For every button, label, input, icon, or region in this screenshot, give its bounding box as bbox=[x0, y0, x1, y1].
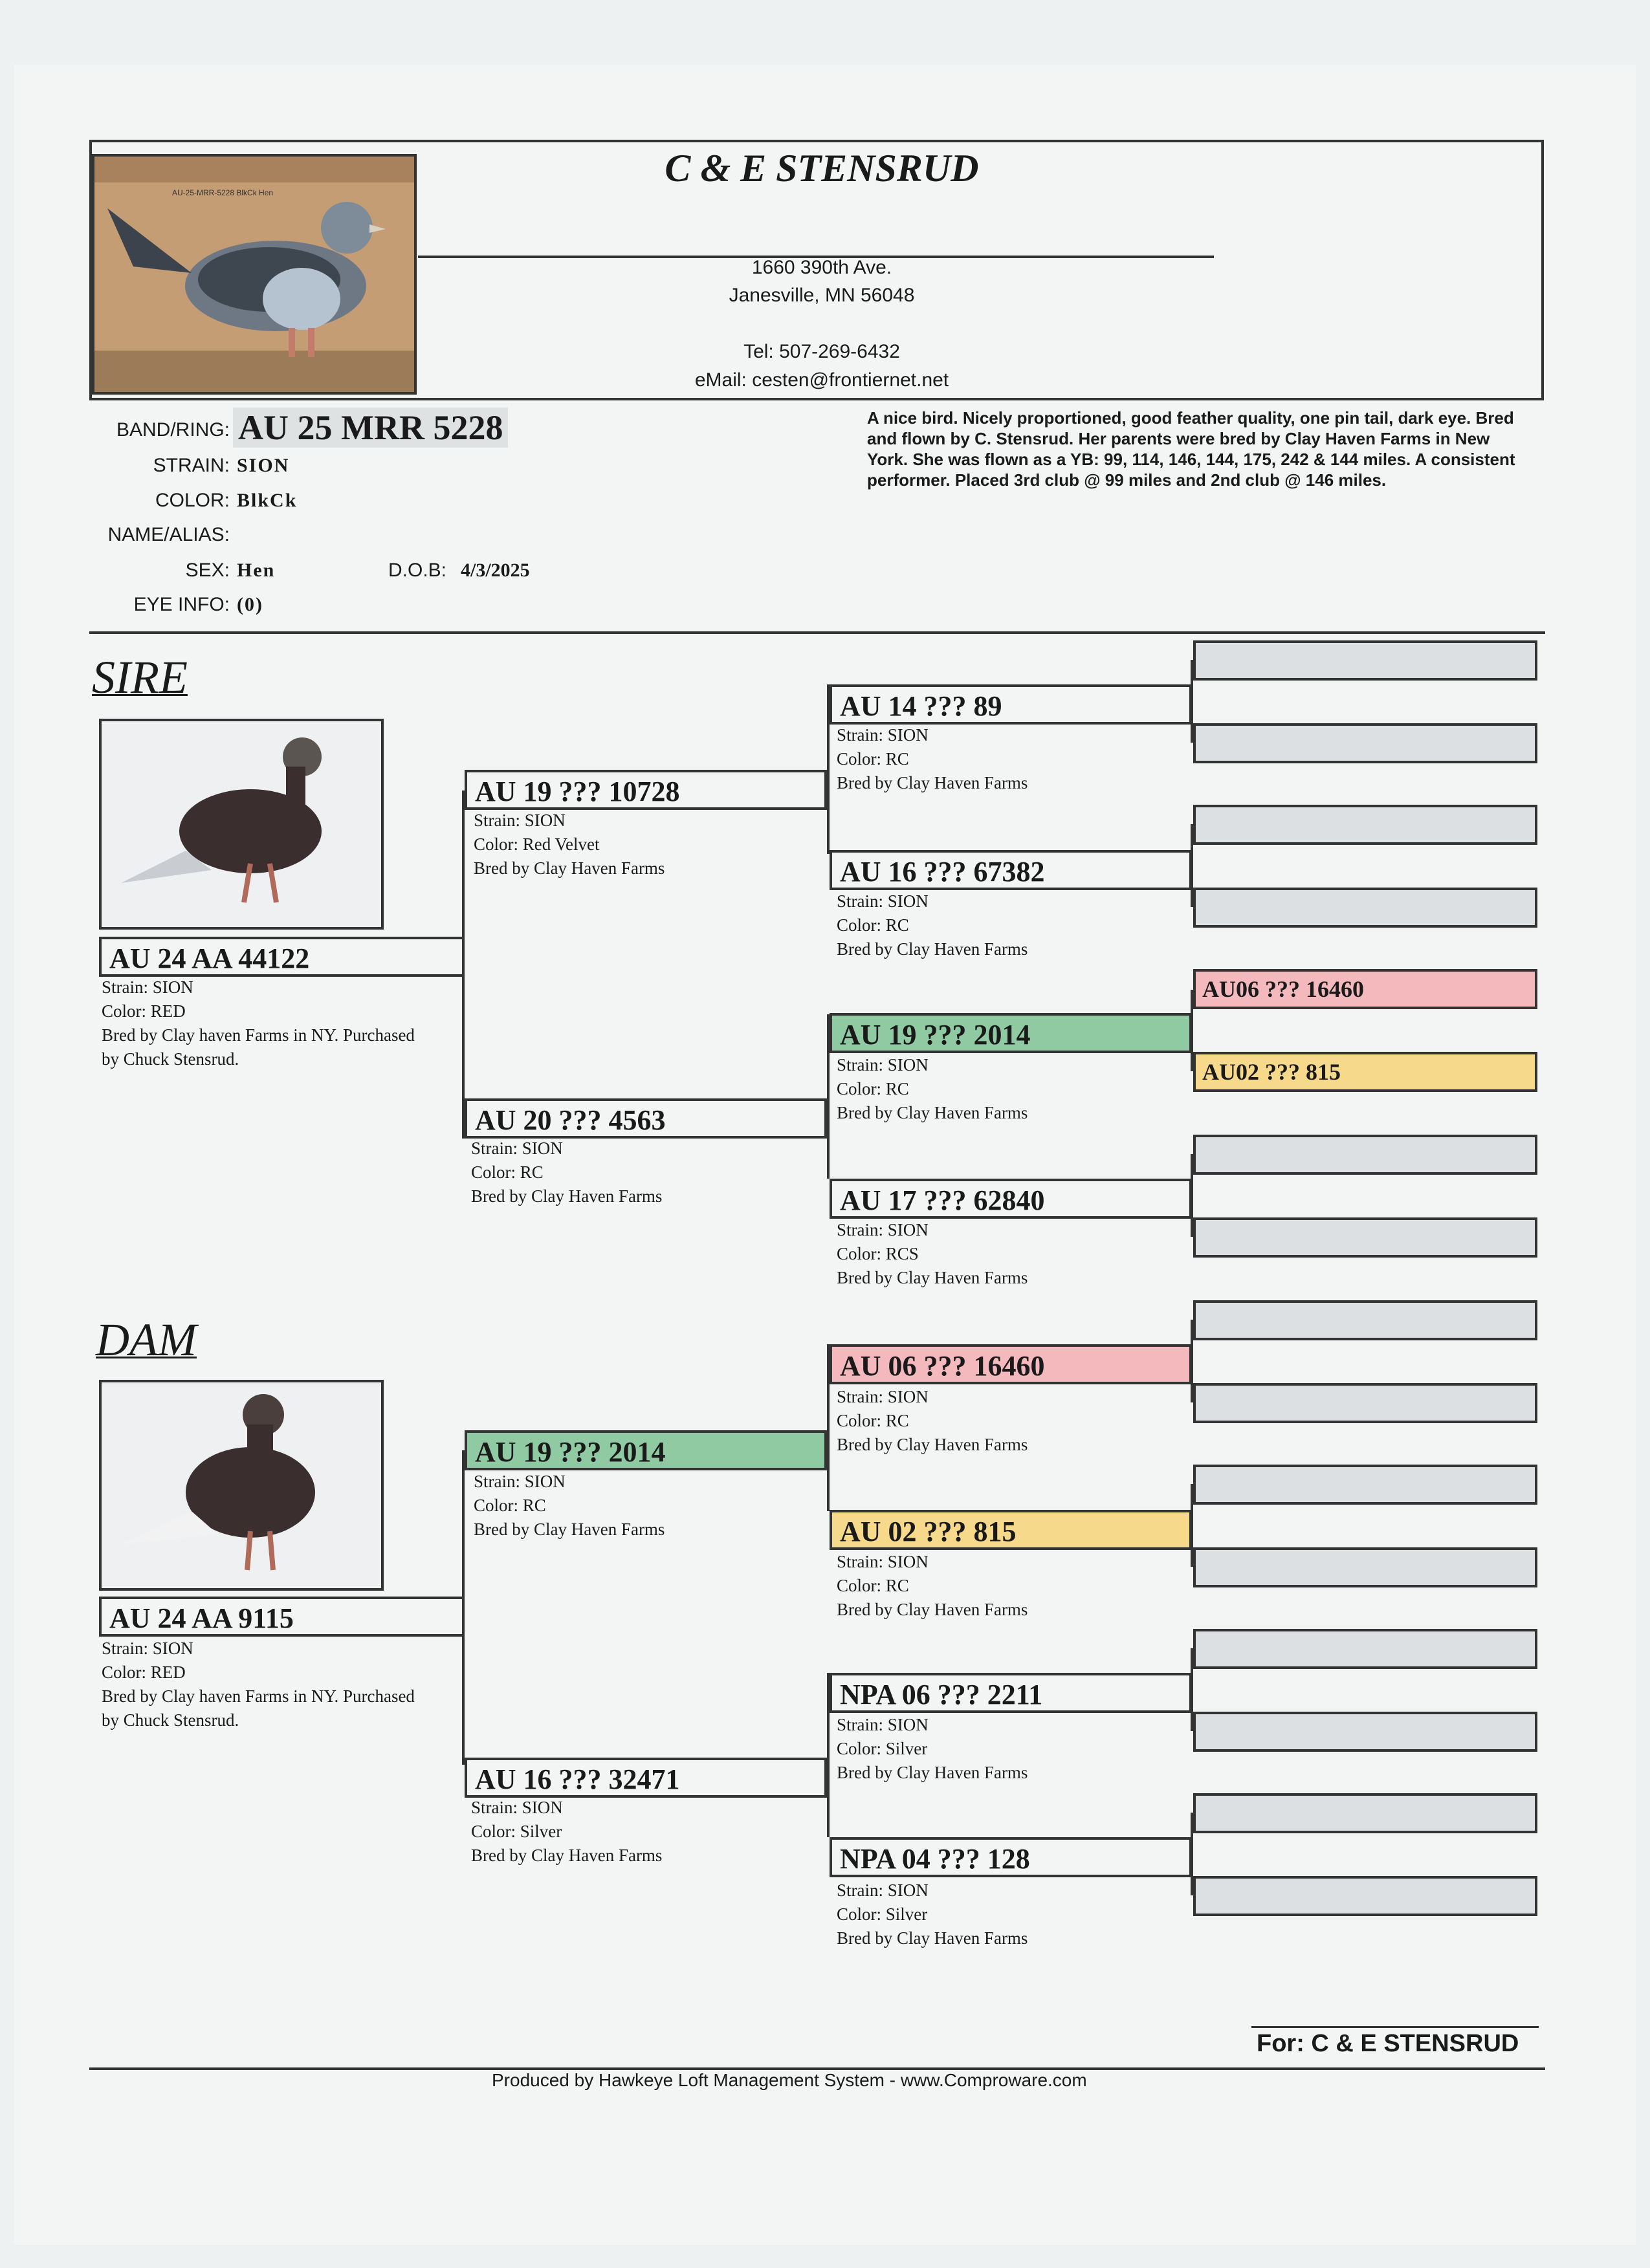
address-line2: Janesville, MN 56048 bbox=[729, 285, 915, 306]
band-value: AU 25 MRR 5228 bbox=[233, 408, 508, 448]
footer-produced: Produced by Hawkeye Loft Management System - www.Comproware.com bbox=[492, 2070, 1087, 2090]
gen4-empty-12 bbox=[1193, 1712, 1537, 1752]
footer-for-line bbox=[1251, 2026, 1539, 2028]
gen2-strain-2: Strain: SION bbox=[471, 1139, 563, 1158]
gen4-empty-11 bbox=[1193, 1629, 1537, 1669]
gen3-strain-3: Strain: SION bbox=[837, 1055, 929, 1074]
gen3-details-3 bbox=[837, 1053, 1028, 1125]
gen3-details-8 bbox=[837, 1879, 1028, 1950]
gen3-color-5: Color: RC bbox=[837, 1411, 909, 1430]
gen3-bred-6: Bred by Clay Haven Farms bbox=[837, 1600, 1028, 1619]
section-divider bbox=[89, 631, 1545, 634]
gen4-ring-2: AU02 ??? 815 bbox=[1193, 1052, 1537, 1092]
gen3-strain-1: Strain: SION bbox=[837, 725, 929, 745]
gen2-bred-3: Bred by Clay Haven Farms bbox=[474, 1520, 665, 1539]
gen3-color-6: Color: RC bbox=[837, 1576, 909, 1595]
gen4-empty-8 bbox=[1193, 1383, 1537, 1423]
gen2-strain-4: Strain: SION bbox=[471, 1798, 563, 1817]
gen3-box-2 bbox=[830, 850, 1192, 890]
gen4-empty-10 bbox=[1193, 1547, 1537, 1587]
sire-ring-box bbox=[99, 937, 465, 977]
gen2-details-4 bbox=[471, 1796, 662, 1868]
gen2-bred-1: Bred by Clay Haven Farms bbox=[474, 858, 665, 878]
gen4-empty-3 bbox=[1193, 805, 1537, 845]
connector bbox=[462, 1450, 465, 1765]
gen3-color-7: Color: Silver bbox=[837, 1739, 928, 1758]
sire-color: Color: RED bbox=[102, 1001, 186, 1021]
sire-note1: Bred by Clay haven Farms in NY. Purchased bbox=[102, 1025, 415, 1045]
pigeon-photo-icon bbox=[94, 157, 414, 392]
telephone: Tel: 507-269-6432 bbox=[743, 341, 900, 362]
gen3-strain-4: Strain: SION bbox=[837, 1220, 929, 1239]
eye-value: (0) bbox=[237, 594, 263, 615]
gen3-bred-1: Bred by Clay Haven Farms bbox=[837, 773, 1028, 792]
gen3-ring-4: AU 17 ??? 62840 bbox=[840, 1184, 1045, 1216]
dam-details bbox=[102, 1637, 415, 1732]
sire-details bbox=[102, 976, 415, 1071]
gen3-box-4 bbox=[830, 1179, 1192, 1219]
gen4-empty-6 bbox=[1193, 1217, 1537, 1258]
gen3-strain-8: Strain: SION bbox=[837, 1881, 929, 1900]
gen2-color-1: Color: Red Velvet bbox=[474, 834, 600, 854]
gen3-details-7 bbox=[837, 1713, 1028, 1785]
dam-note1: Bred by Clay haven Farms in NY. Purchased bbox=[102, 1686, 415, 1706]
gen3-bred-4: Bred by Clay Haven Farms bbox=[837, 1268, 1028, 1287]
dam-photo bbox=[99, 1380, 384, 1591]
gen3-ring-7: NPA 06 ??? 2211 bbox=[840, 1679, 1043, 1710]
gen3-details-5 bbox=[837, 1385, 1028, 1457]
sire-photo bbox=[99, 719, 384, 930]
gen3-bred-7: Bred by Clay Haven Farms bbox=[837, 1763, 1028, 1782]
footer-for: For: C & E STENSRUD bbox=[1257, 2030, 1519, 2057]
gen4-empty-2 bbox=[1193, 723, 1537, 763]
dam-label: DAM bbox=[96, 1314, 197, 1366]
dob-value: 4/3/2025 bbox=[461, 560, 530, 581]
gen2-details-3 bbox=[474, 1470, 665, 1542]
gen4-empty-5 bbox=[1193, 1135, 1537, 1175]
gen2-ring-4: AU 16 ??? 32471 bbox=[475, 1763, 680, 1795]
eye-label: EYE INFO: bbox=[133, 594, 230, 615]
name-label: NAME/ALIAS: bbox=[107, 524, 230, 545]
gen2-color-4: Color: Silver bbox=[471, 1822, 562, 1841]
bird-description: A nice bird. Nicely proportioned, good feather quality, one pin tail, dark eye. Bred and flown by C. Stensrud. Her parents were bred by Clay Haven Farms in New York. She was flown as a YB: 99, 114, 146, 144, 175, 242 & 144 miles. A consistent performer. Placed 3rd club @ 99 miles and 2nd club @ 146 miles. bbox=[867, 408, 1515, 490]
gen4-empty-14 bbox=[1193, 1876, 1537, 1916]
gen3-strain-7: Strain: SION bbox=[837, 1715, 929, 1734]
gen3-details-2 bbox=[837, 889, 1028, 961]
gen2-box-3 bbox=[465, 1430, 827, 1470]
gen3-bred-2: Bred by Clay Haven Farms bbox=[837, 939, 1028, 959]
gen4-empty-7 bbox=[1193, 1300, 1537, 1340]
gen3-strain-2: Strain: SION bbox=[837, 891, 929, 911]
address-line1: 1660 390th Ave. bbox=[751, 257, 892, 278]
gen2-box-2 bbox=[465, 1098, 827, 1139]
gen3-color-4: Color: RCS bbox=[837, 1244, 919, 1263]
color-label: COLOR: bbox=[155, 490, 230, 511]
gen2-box-4 bbox=[465, 1758, 827, 1798]
gen3-details-6 bbox=[837, 1550, 1028, 1622]
dam-strain: Strain: SION bbox=[102, 1639, 193, 1658]
gen3-color-8: Color: Silver bbox=[837, 1904, 928, 1924]
sire-label: SIRE bbox=[92, 651, 188, 703]
gen2-ring-3: AU 19 ??? 2014 bbox=[475, 1436, 666, 1468]
sire-note2: by Chuck Stensrud. bbox=[102, 1049, 239, 1069]
svg-text:AU-25-MRR-5228 BlkCk Hen: AU-25-MRR-5228 BlkCk Hen bbox=[172, 188, 274, 197]
gen2-ring-2: AU 20 ??? 4563 bbox=[475, 1104, 666, 1136]
gen4-empty-9 bbox=[1193, 1465, 1537, 1505]
gen3-strain-6: Strain: SION bbox=[837, 1552, 929, 1571]
gen3-ring-5: AU 06 ??? 16460 bbox=[840, 1350, 1045, 1382]
gen3-color-1: Color: RC bbox=[837, 749, 909, 769]
gen3-color-2: Color: RC bbox=[837, 915, 909, 935]
connector bbox=[462, 791, 465, 1139]
gen3-box-7 bbox=[830, 1673, 1192, 1713]
sire-strain: Strain: SION bbox=[102, 977, 193, 997]
sire-ring: AU 24 AA 44122 bbox=[109, 943, 310, 974]
dam-ring: AU 24 AA 9115 bbox=[109, 1602, 294, 1634]
gen2-details-2 bbox=[471, 1137, 662, 1208]
gen2-box-1 bbox=[465, 770, 827, 810]
gen2-bred-2: Bred by Clay Haven Farms bbox=[471, 1186, 663, 1206]
dam-note2: by Chuck Stensrud. bbox=[102, 1710, 239, 1730]
dam-ring-box bbox=[99, 1597, 465, 1637]
sex-value: Hen bbox=[237, 560, 276, 581]
gen3-strain-5: Strain: SION bbox=[837, 1387, 929, 1406]
gen3-ring-8: NPA 04 ??? 128 bbox=[840, 1843, 1030, 1875]
pigeon-icon bbox=[102, 1382, 381, 1588]
gen3-ring-2: AU 16 ??? 67382 bbox=[840, 856, 1045, 888]
gen3-bred-5: Bred by Clay Haven Farms bbox=[837, 1435, 1028, 1454]
gen3-box-1 bbox=[830, 684, 1192, 725]
gen2-bred-4: Bred by Clay Haven Farms bbox=[471, 1846, 663, 1865]
strain-label: STRAIN: bbox=[153, 455, 230, 476]
gen3-box-6 bbox=[830, 1510, 1192, 1550]
gen3-bred-8: Bred by Clay Haven Farms bbox=[837, 1928, 1028, 1948]
gen4-empty-4 bbox=[1193, 888, 1537, 928]
gen3-bred-3: Bred by Clay Haven Farms bbox=[837, 1103, 1028, 1122]
color-value: BlkCk bbox=[237, 490, 298, 511]
dob-label: D.O.B: bbox=[388, 560, 447, 581]
gen3-box-8 bbox=[830, 1837, 1192, 1877]
pigeon-icon bbox=[102, 721, 381, 927]
gen2-details-1 bbox=[474, 809, 665, 880]
gen4-ring-1: AU06 ??? 16460 bbox=[1193, 969, 1537, 1009]
gen2-color-2: Color: RC bbox=[471, 1162, 544, 1182]
gen3-ring-6: AU 02 ??? 815 bbox=[840, 1516, 1017, 1547]
gen3-box-5 bbox=[830, 1344, 1192, 1384]
gen3-details-4 bbox=[837, 1218, 1028, 1290]
gen3-box-3 bbox=[830, 1013, 1192, 1053]
strain-value: SION bbox=[237, 455, 290, 476]
gen4-empty-1 bbox=[1193, 640, 1537, 681]
dam-color: Color: RED bbox=[102, 1663, 186, 1682]
gen2-ring-1: AU 19 ??? 10728 bbox=[475, 776, 680, 807]
email: eMail: cesten@frontiernet.net bbox=[694, 369, 949, 391]
gen3-ring-1: AU 14 ??? 89 bbox=[840, 690, 1002, 722]
gen3-color-3: Color: RC bbox=[837, 1079, 909, 1098]
bird-photo bbox=[92, 154, 417, 395]
gen2-strain-1: Strain: SION bbox=[474, 811, 566, 830]
band-label: BAND/RING: bbox=[116, 419, 230, 441]
gen4-empty-13 bbox=[1193, 1793, 1537, 1833]
gen3-details-1 bbox=[837, 723, 1028, 795]
loft-name: C & E STENSRUD bbox=[665, 147, 979, 190]
sex-label: SEX: bbox=[185, 560, 230, 581]
gen3-ring-3: AU 19 ??? 2014 bbox=[840, 1019, 1031, 1051]
gen2-color-3: Color: RC bbox=[474, 1496, 546, 1515]
gen2-strain-3: Strain: SION bbox=[474, 1472, 566, 1491]
